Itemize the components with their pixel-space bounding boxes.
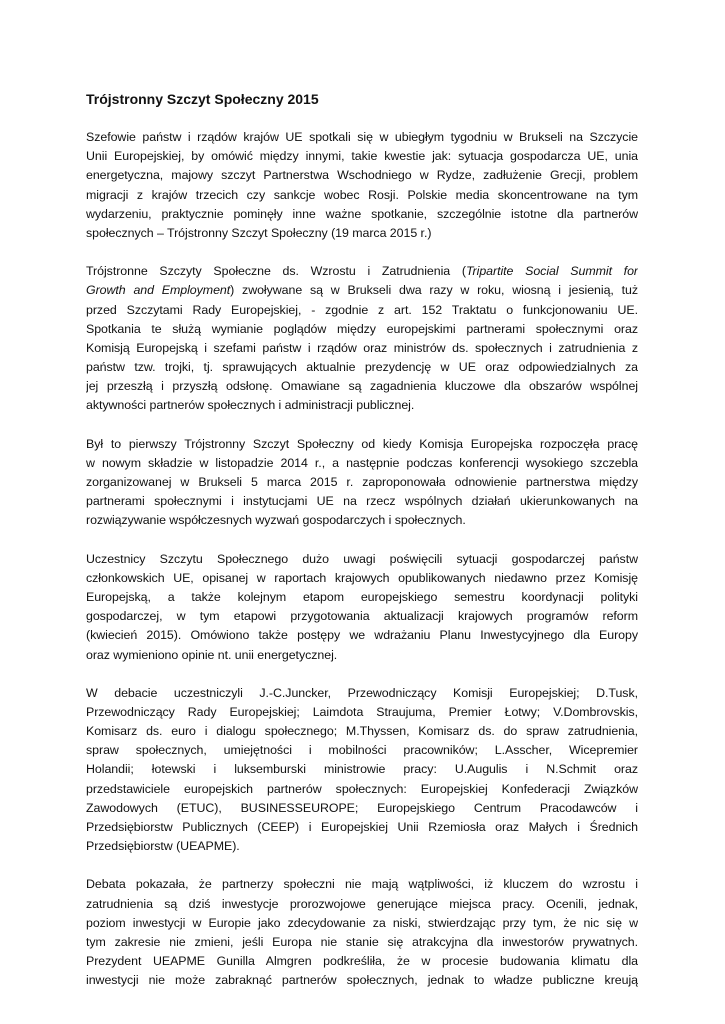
text-line: zatrudnienia są dziś inwestycje prorozwojowe generujące miejsca pracy. Ocenili, jednak, [86,896,638,911]
paragraph-6 [86,875,638,990]
text-line: Przedsiębiorstw Publicznych (CEEP) i Europejskiej Unii Rzemiosła oraz Małych i Średnich [86,820,638,834]
text-line [86,262,638,281]
text-run: ) zwoływane są w Brukseli dwa razy w roku, wiosną i jesienią, tuż [230,283,638,298]
text-line: migracji z krajów trzecich czy sankcje wobec Rosji. Polskie media skoncentrowane na tym [86,187,638,202]
text-line: wydarzeniu, praktycznie pominęły inne ważne spotkanie, szczególnie istotne dla partnerów [86,206,638,221]
text-line: Zawodowych (ETUC), BUSINESSEUROPE; Europejskiego Centrum Pracodawców i [86,800,638,815]
text-line: Przewodniczący Rady Europejskiej; Laimdota Straujuma, Premier Łotwy; V.Dombrovskis, [86,704,638,719]
text-line [86,281,638,300]
paragraph-3 [86,435,638,531]
text-line: przedstawiciele europejskich partnerów społecznych: Europejskiej Konfederacji Związków [86,781,638,796]
text-run: Trójstronne Szczyty Społeczne ds. Wzrostu i Zatrudnienia ( [86,264,466,279]
text-line: jej przeszłą i przyszłą odsłonę. Omawiane są zagadnienia kluczowe dla obszarów wspólnej [86,379,638,394]
text-line: zorganizowanej w Brukseli 5 marca 2015 r. zaproponowała odnowienie partnerstwa między [86,475,638,489]
document-body [86,128,638,1010]
text-line: rozwiązywanie współczesnych wyzwań gospodarczych i społecznych. [86,513,466,528]
text-line: Spotkania te służą wymianie poglądów między europejskimi partnerami społecznymi oraz [86,321,638,336]
text-line: tym zakresie nie zmieni, jeśli Europa nie stanie się atrakcyjna dla inwestorów prywatnych. [86,934,638,949]
text-line: Prezydent UEAPME Gunilla Almgren podkreśliła, że w procesie budowania klimatu dla [86,954,638,969]
text-line: poziom inwestycji w Europie jako zdecydowanie za niski, stwierdzając przy tym, że nic się w [86,915,638,930]
text-line: Przedsiębiorstw (UEAPME). [86,839,240,854]
text-line: w nowym składzie w listopadzie 2014 r., a następnie podczas konferencji wysokiego szczebla [86,455,638,470]
text-line: Unii Europejskiej, by omówić między innymi, takie kwestie jak: sytuacja gospodarcza UE, unia [86,149,638,164]
text-line: Uczestnicy Szczytu Społecznego dużo uwagi poświęcili sytuacji gospodarczej państw [86,551,638,566]
text-line: W debacie uczestniczyli J.-C.Juncker, Przewodniczący Komisji Europejskiej; D.Tusk, [86,685,638,700]
text-line: Holandii; łotewski i luksemburski ministrowie pracy: U.Augulis i N.Schmit oraz [86,762,638,777]
text-line: energetyczna, majowy szczyt Partnerstwa Wschodniego w Rydze, zadłużenie Grecji, problem [86,168,638,183]
text-line: oraz wymieniono opinie nt. unii energetycznej. [86,647,338,662]
text-line: spraw społecznych, umiejętności i mobilności pracowników; L.Asscher, Wicepremier [86,743,638,758]
paragraph-4 [86,550,638,665]
italic-term: Growth and Employment [86,283,231,298]
paragraph-5 [86,684,638,857]
text-line: Europejską, a także kolejnym etapom europejskiego semestru koordynacji polityki [86,589,638,604]
text-line: aktywności partnerów społecznych i administracji publicznej. [86,398,415,413]
text-line: przed Szczytami Rady Europejskiej, - zgodnie z art. 152 Traktatu o funkcjonowaniu UE. [86,302,638,317]
document-title: Trójstronny Szczyt Społeczny 2015 [86,91,319,107]
text-line: (kwiecień 2015). Omówiono także postępy we wdrażaniu Planu Inwestycyjnego dla Europy [86,628,638,643]
text-line: społecznych – Trójstronny Szczyt Społeczny (19 marca 2015 r.) [86,225,432,240]
text-line: Był to pierwszy Trójstronny Szczyt Społeczny od kiedy Komisja Europejska rozpoczęła pracę [86,436,638,451]
text-line: Komisją Europejską i szefami państw i rządów oraz ministrów ds. społecznych i zatrudnienia z [86,340,638,355]
text-line: Szefowie państw i rządów krajów UE spotkali się w ubiegłym tygodniu w Brukseli na Szczycie [86,130,638,144]
paragraph-2 [86,262,638,416]
text-line: Debata pokazała, że partnerzy społeczni nie mają wątpliwości, iż kluczem do wzrostu i [86,877,638,892]
paragraph-1 [86,128,638,243]
italic-term: Tripartite Social Summit for [465,264,638,279]
text-line: partnerami społecznymi i instytucjami UE na rzecz wspólnych działań ukierunkowanych na [86,494,638,509]
text-line: Komisarz ds. euro i dialogu społecznego; M.Thyssen, Komisarz ds. do spraw zatrudnienia, [86,724,638,739]
text-line: inwestycji nie może zabraknąć partnerów społecznych, jednak to władze publiczne kreują [86,973,638,988]
text-line: gospodarczej, w tym etapowi przygotowania aktualizacji krajowych programów reform [86,609,638,624]
text-line: państw tzw. trojki, tj. sprawujących aktualnie prezydencję w UE oraz odpowiedzialnych za [86,360,638,375]
text-line: członkowskich UE, opisanej w raportach krajowych opublikowanych niedawno przez Komisję [86,570,638,585]
